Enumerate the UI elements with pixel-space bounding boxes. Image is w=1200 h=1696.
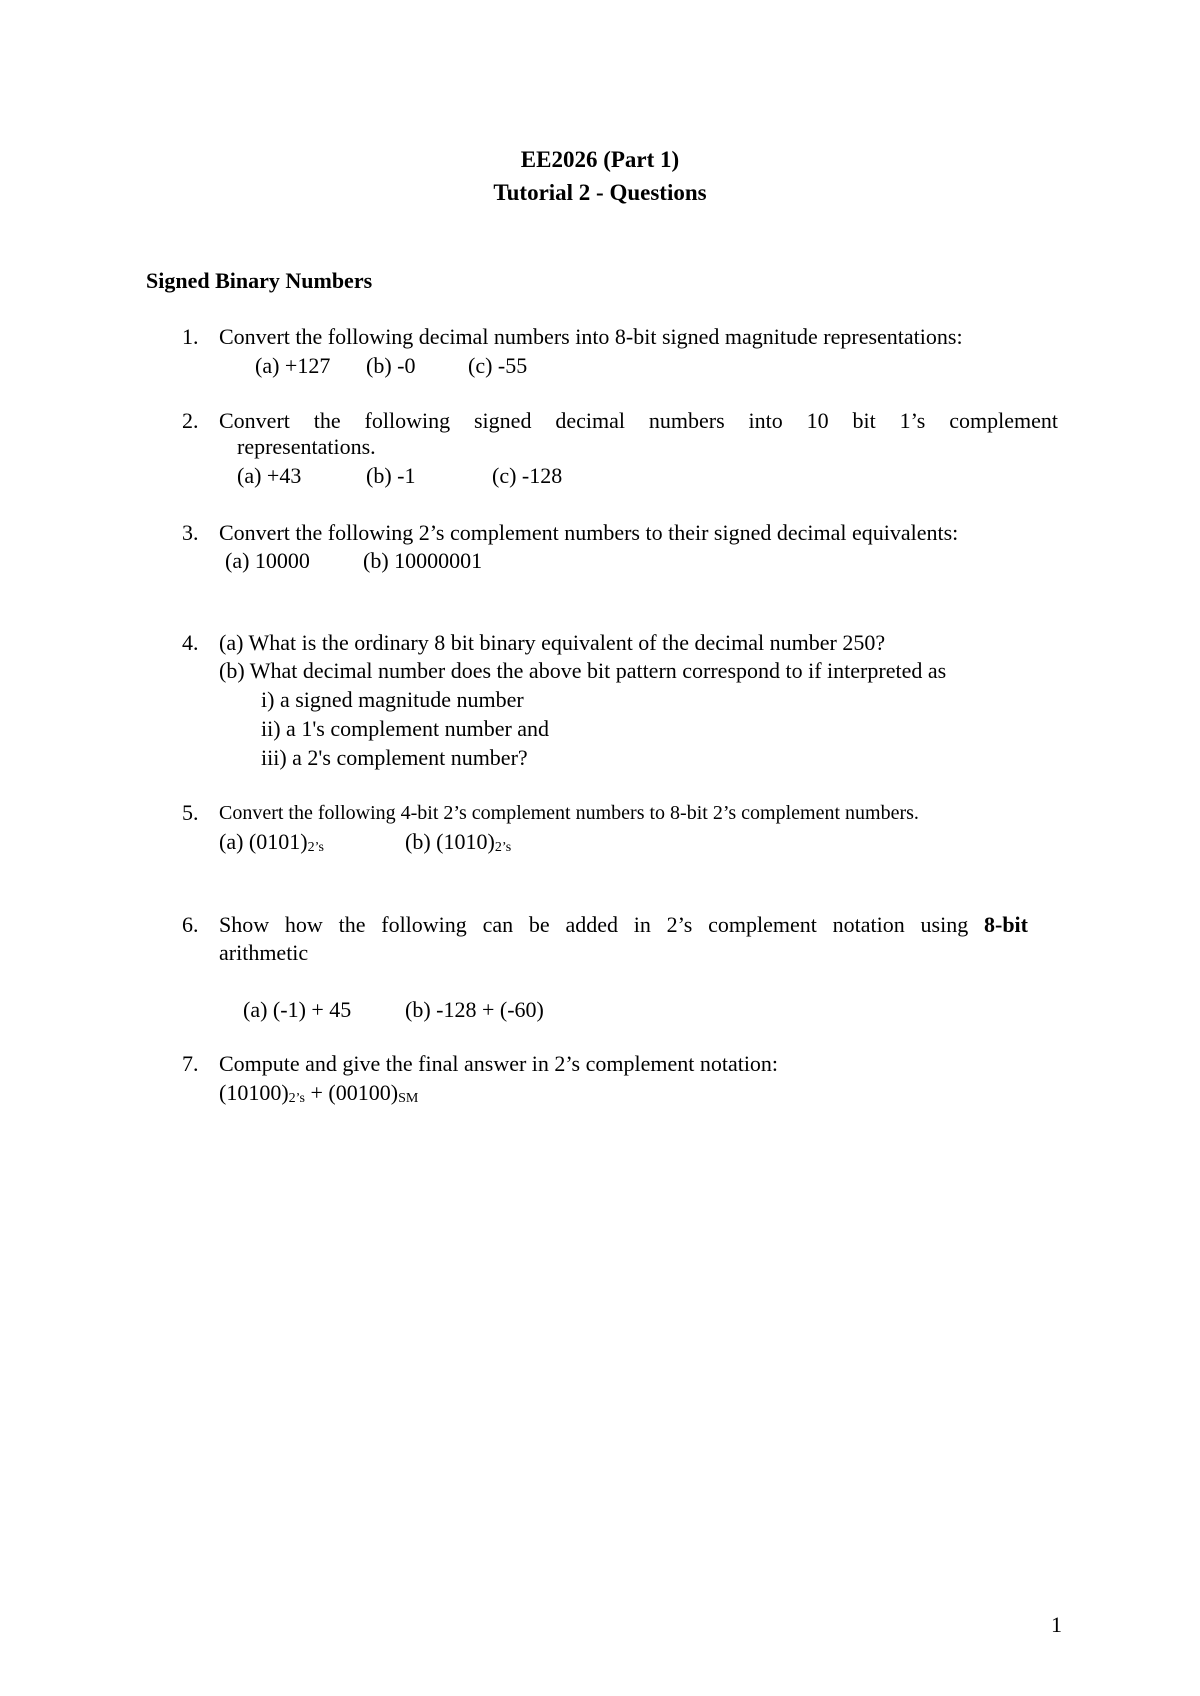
q6-option-a: (a) (-1) + 45: [243, 997, 352, 1022]
q6-text-line1: Show how the following can be added in 2’s complement notation using 8-bit: [219, 912, 1028, 937]
q2-number: 2.: [182, 408, 199, 433]
q7-number: 7.: [182, 1051, 199, 1076]
q1-option-a: (a) +127: [255, 353, 331, 378]
q5-option-b: (b) $(1010)_{2’s}$: [405, 829, 512, 855]
q1-text: Convert the following decimal numbers into 8-bit signed magnitude representations:: [219, 324, 963, 349]
q4-part-b-iii: iii) a 2's complement number?: [261, 745, 528, 770]
q4-part-b-i: i) a signed magnitude number: [261, 687, 524, 712]
q3-number: 3.: [182, 520, 199, 545]
q3-option-a: (a) 10000: [225, 548, 310, 573]
q1-number: 1.: [182, 324, 199, 349]
q1-option-b: (b) -0: [366, 353, 416, 378]
tutorial-title: Tutorial 2 - Questions: [493, 180, 707, 205]
page-number: 1: [1051, 1612, 1062, 1637]
q2-option-b: (b) -1: [366, 463, 416, 488]
q6-option-b: (b) -128 + (-60): [405, 997, 544, 1022]
q2-text-line1: Convert the following signed decimal numbers into 10 bit 1’s complement: [219, 408, 1058, 433]
q3-option-b: (b) 10000001: [363, 548, 483, 573]
q2-option-c: (c) -128: [492, 463, 563, 488]
q1-option-c: (c) -55: [468, 353, 528, 378]
q4-part-b-ii: ii) a 1's complement number and: [261, 716, 550, 741]
q5-text: Convert the following 4-bit 2’s complement numbers to 8-bit 2’s complement numbers.: [219, 802, 919, 824]
q5-number: 5.: [182, 800, 199, 825]
q2-text-line2: representations.: [237, 434, 376, 459]
q4-part-a: (a) What is the ordinary 8 bit binary equivalent of the decimal number 250?: [219, 630, 886, 655]
q3-text: Convert the following 2’s complement numbers to their signed decimal equivalents:: [219, 520, 959, 545]
q2-option-a: (a) +43: [237, 463, 302, 488]
q6-number: 6.: [182, 912, 199, 937]
q7-text: Compute and give the final answer in 2’s complement notation:: [219, 1051, 779, 1076]
q5-option-a: (a) $(0101)_{2’s}$: [219, 829, 324, 855]
course-code: EE2026 (Part 1): [520, 147, 680, 172]
section-heading: Signed Binary Numbers: [146, 268, 373, 293]
q4-part-b: (b) What decimal number does the above bit pattern correspond to if interpreted as: [219, 658, 947, 683]
q7-expression: $(10100)_{2’s} + (00100)_{SM}$: [219, 1080, 419, 1106]
q4-number: 4.: [182, 630, 199, 655]
q6-text-line2: arithmetic: [219, 940, 309, 965]
